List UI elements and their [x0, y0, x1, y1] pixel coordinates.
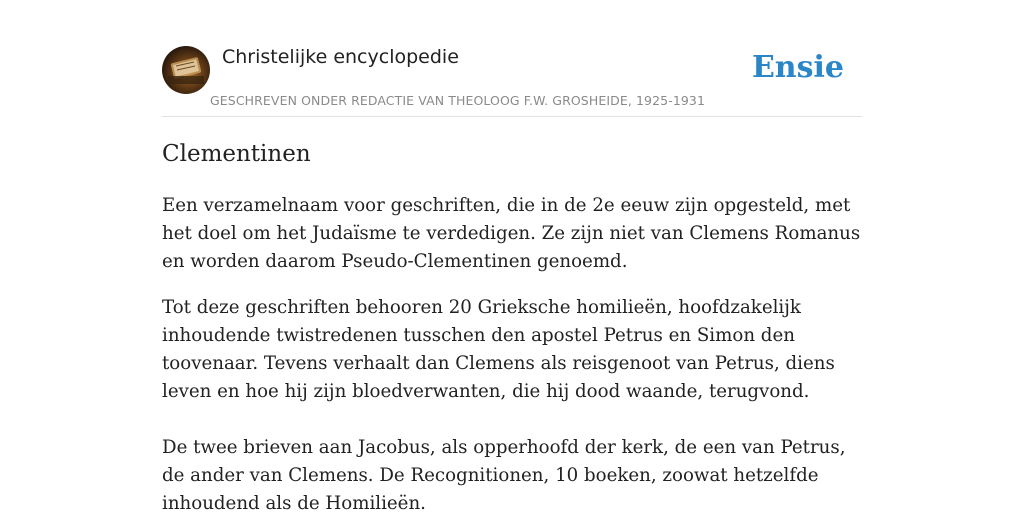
- site-name[interactable]: Christelijke encyclopedie: [222, 46, 459, 68]
- article: [162, 138, 862, 512]
- article-paragraph: Een verzamelnaam voor geschriften, die in de 2e eeuw zijn opgesteld, met het doel om het Judaïsme te verdedigen. Ze zijn niet van Clemens Romanus en worden daarom Pseudo-Clementinen genoemd.: [162, 195, 861, 272]
- ensie-logo-link[interactable]: Ensie: [751, 50, 844, 85]
- article-paragraph: De twee brieven aan Jacobus, als opperhoofd der kerk, de een van Petrus, de ander van Clemens. De Recognitionen, 10 boeken, zoowat hetzelfde inhoudend als de Homilieën.: [162, 437, 846, 512]
- article-title: Clementinen: [162, 141, 311, 167]
- site-subtitle: GESCHREVEN ONDER REDACTIE VAN THEOLOOG F.W. GROSHEIDE, 1925-1931: [210, 93, 706, 108]
- article-paragraph: Tot deze geschriften behooren 20 Grieksche homilieën, hoofdzakelijk inhoudende twistredenen tusschen den apostel Petrus en Simon den toovenaar. Tevens verhaalt dan Clemens als reisgenoot van Petrus, diens leven en hoe hij zijn bloedverwanten, die hij dood waande, terugvond.: [162, 297, 835, 402]
- book-image-icon: [162, 46, 210, 94]
- paragraph-spacer: [162, 406, 862, 434]
- site-header: [162, 46, 862, 117]
- encyclopedia-avatar[interactable]: [162, 46, 210, 94]
